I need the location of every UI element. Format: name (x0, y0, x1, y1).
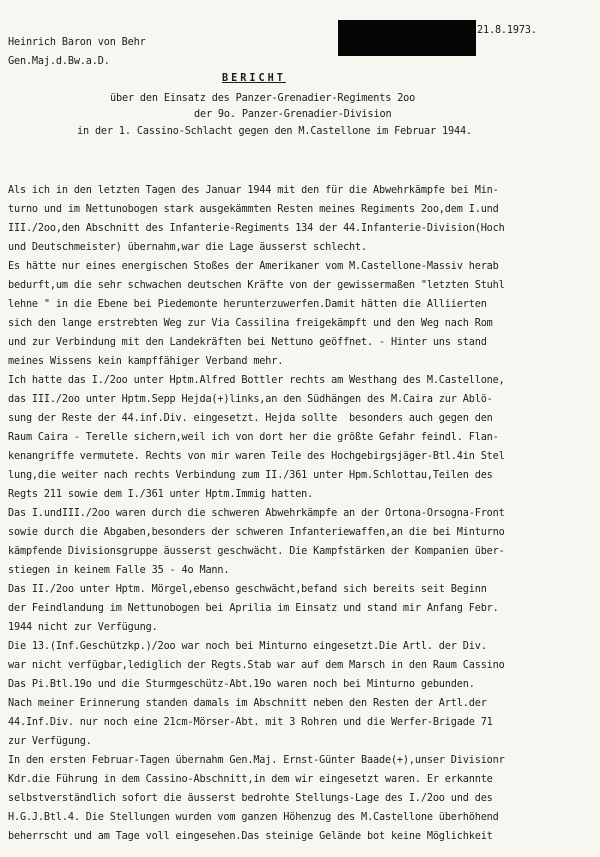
body-line: Das Pi.Btl.19o und die Sturmgeschütz-Abt.19o waren noch bei Minturno gebunden. (8, 679, 475, 690)
body-line: Das I.undIII./2oo waren durch die schweren Abwehrkämpfe an der Ortona-Orsogna-Front (8, 508, 505, 519)
body-line: lehne " in die Ebene bei Piedemonte herunterzuwerfen.Damit hätten die Alliierten (8, 299, 487, 310)
body-line: Ich hatte das I./2oo unter Hptm.Alfred Bottler rechts am Westhang des M.Castellone, (8, 375, 505, 386)
body-line: H.G.J.Btl.4. Die Stellungen wurden vom ganzen Höhenzug des M.Castellone überhöhend (8, 812, 499, 823)
body-line: selbstverständlich sofort die äusserst bedrohte Stellungs-Lage des I./2oo und des (8, 793, 493, 804)
document-title: BERICHT (222, 73, 286, 84)
body-line: kenangriffe vermutete. Rechts von mir waren Teile des Hochgebirgsjäger-Btl.4in Stel (8, 451, 505, 462)
body-line: Nach meiner Erinnerung standen damals im Abschnitt neben den Resten der Artl.der (8, 698, 487, 709)
body-line: Als ich in den letzten Tagen des Januar 1944 mit den für die Abwehrkämpfe bei Min- (8, 185, 499, 196)
body-line: war nicht verfügbar,lediglich der Regts.Stab war auf dem Marsch in den Raum Cassino (8, 660, 505, 671)
body-line: meines Wissens kein kampffähiger Verband mehr. (8, 356, 284, 367)
body-line: zur Verfügung. (8, 736, 92, 747)
body-line: der Feindlandung im Nettunobogen bei Aprilia im Einsatz und stand mir Anfang Febr. (8, 603, 499, 614)
body-line: Regts 211 sowie dem I./361 unter Hptm.Immig hatten. (8, 489, 314, 500)
body-line: stiegen in keinem Falle 35 - 4o Mann. (8, 565, 230, 576)
body-line: turno und im Nettunobogen stark ausgekämmten Resten meines Regiments 2oo,dem I.und (8, 204, 499, 215)
body-line: Das II./2oo unter Hptm. Mörgel,ebenso geschwächt,befand sich bereits seit Beginn (8, 584, 487, 595)
body-line: und zur Verbindung mit den Landekräften bei Nettuno geöffnet. - Hinter uns stand (8, 337, 487, 348)
redaction-bar (338, 20, 476, 56)
body-line: kämpfende Divisionsgruppe äusserst geschwächt. Die Kampfstärken der Kompanien über- (8, 546, 505, 557)
body-line: und Deutschmeister) übernahm,war die Lage äusserst schlecht. (8, 242, 368, 253)
body-line: 1944 nicht zur Verfügung. (8, 622, 158, 633)
sender-name: Heinrich Baron von Behr (8, 37, 146, 48)
body-line: sowie durch die Abgaben,besonders der schweren Infanteriewaffen,an die bei Minturno (8, 527, 505, 538)
body-line: III./2oo,den Abschnitt des Infanterie-Regiments 134 der 44.Infanterie-Division(Hoch (8, 223, 505, 234)
body-line: Es hätte nur eines energischen Stoßes der Amerikaner vom M.Castellone-Massiv herab (8, 261, 499, 272)
body-line: Kdr.die Führung in dem Cassino-Abschnitt,in dem wir eingesetzt waren. Er erkannte (8, 774, 493, 785)
body-line: lung,die weiter nach rechts Verbindung zum II./361 unter Hpm.Schlottau,Teilen des (8, 470, 493, 481)
document-date: 21.8.1973. (477, 25, 537, 36)
body-line: beherrscht und am Tage voll eingesehen.Das steinige Gelände bot keine Möglichkeit (8, 831, 493, 842)
subtitle-line: der 9o. Panzer-Grenadier-Division (194, 109, 392, 120)
body-line: sich den lange erstrebten Weg zur Via Cassilina freigekämpft und den Weg nach Rom (8, 318, 493, 329)
body-line: bedurft,um die sehr schwachen deutschen Kräfte von der gewissermaßen "letzten Stuhl (8, 280, 505, 291)
subtitle-line: in der 1. Cassino-Schlacht gegen den M.Castellone im Februar 1944. (77, 126, 472, 137)
body-line: Raum Caira - Terelle sichern,weil ich von dort her die größte Gefahr feindl. Flan- (8, 432, 499, 443)
subtitle-line: über den Einsatz des Panzer-Grenadier-Regiments 2oo (110, 93, 416, 104)
body-line: das III./2oo unter Hptm.Sepp Hejda(+)links,an den Südhängen des M.Caira zur Ablö- (8, 394, 493, 405)
body-line: In den ersten Februar-Tagen übernahm Gen.Maj. Ernst-Günter Baade(+),unser Divisionr (8, 755, 505, 766)
body-line: sung der Reste der 44.inf.Div. eingesetzt. Hejda sollte besonders auch gegen den (8, 413, 493, 424)
body-line: Die 13.(Inf.Geschützkp.)/2oo war noch bei Minturno eingesetzt.Die Artl. der Div. (8, 641, 487, 652)
body-line: 44.Inf.Div. nur noch eine 21cm-Mörser-Abt. mit 3 Rohren und die Werfer-Brigade 71 (8, 717, 493, 728)
sender-rank: Gen.Maj.d.Bw.a.D. (8, 56, 110, 67)
